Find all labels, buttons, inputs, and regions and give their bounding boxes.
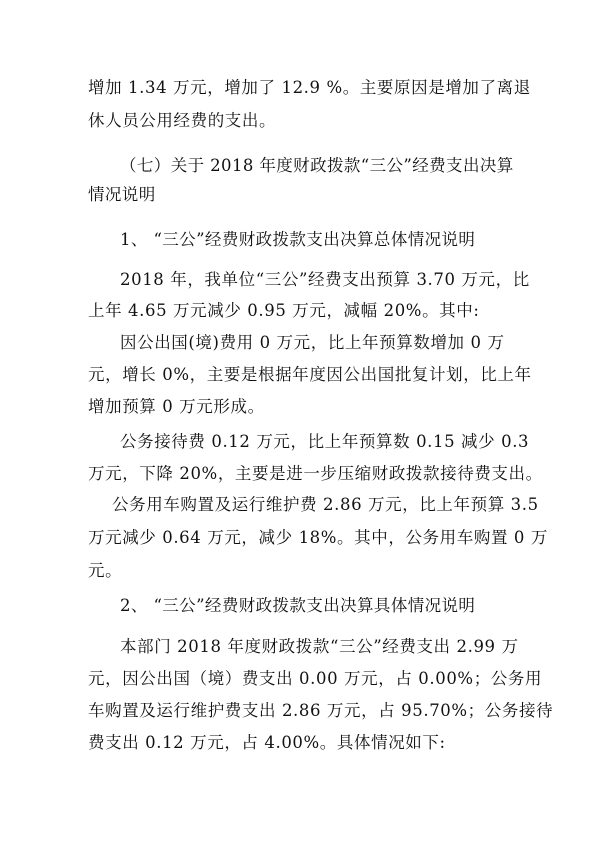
text-line-20: 费支出 0.12 万元，占 4.00%。具体情况如下: [88,733,446,752]
text-line-11: 公务接待费 0.12 万元，比上年预算数 0.15 减少 0.3 [120,432,530,451]
text-line-8: 因公出国(境)费用 0 万元，比上年预算数增加 0 万 [120,333,505,352]
text-line-1: 增加 1.34 万元，增加了 12.9 %。主要原因是增加了离退 [88,78,531,97]
text-line-7: 上年 4.65 万元减少 0.95 万元，减幅 20%。其中: [88,301,480,320]
subheading-1: 1、 “三公”经费财政拨款支出决算总体情况说明 [120,230,476,249]
text-line-12: 万元，下降 20%，主要是进一步压缩财政拨款接待费支出。 [88,464,543,483]
text-line-17: 本部门 2018 年度财政拨款“三公”经费支出 2.99 万 [120,637,519,656]
text-line-18: 元，因公出国（境）费支出 0.00 万元，占 0.00%；公务用 [88,669,543,688]
section-heading-7: （七）关于 2018 年度财政拨款“三公”经费支出决算 [120,156,514,175]
text-line-14: 万元减少 0.64 万元，减少 18%。其中，公务用车购置 0 万 [88,528,548,547]
subheading-2: 2、 “三公”经费财政拨款支出决算具体情况说明 [120,596,476,615]
text-line-15: 元。 [88,561,123,580]
text-line-10: 增加预算 0 万元形成。 [88,397,265,416]
text-line-2: 休人员公用经费的支出。 [88,111,277,130]
text-line-6: 2018 年，我单位“三公”经费支出预算 3.70 万元，比 [120,270,530,289]
text-line-13: 公务用车购置及运行维护费 2.86 万元，比上年预算 3.5 [112,495,539,514]
text-line-19: 车购置及运行维护费支出 2.86 万元，占 95.70%；公务接待 [88,701,554,720]
text-line-9: 元，增长 0%，主要是根据年度因公出国批复计划，比上年 [88,365,532,384]
section-heading-7-cont: 情况说明 [88,185,156,204]
